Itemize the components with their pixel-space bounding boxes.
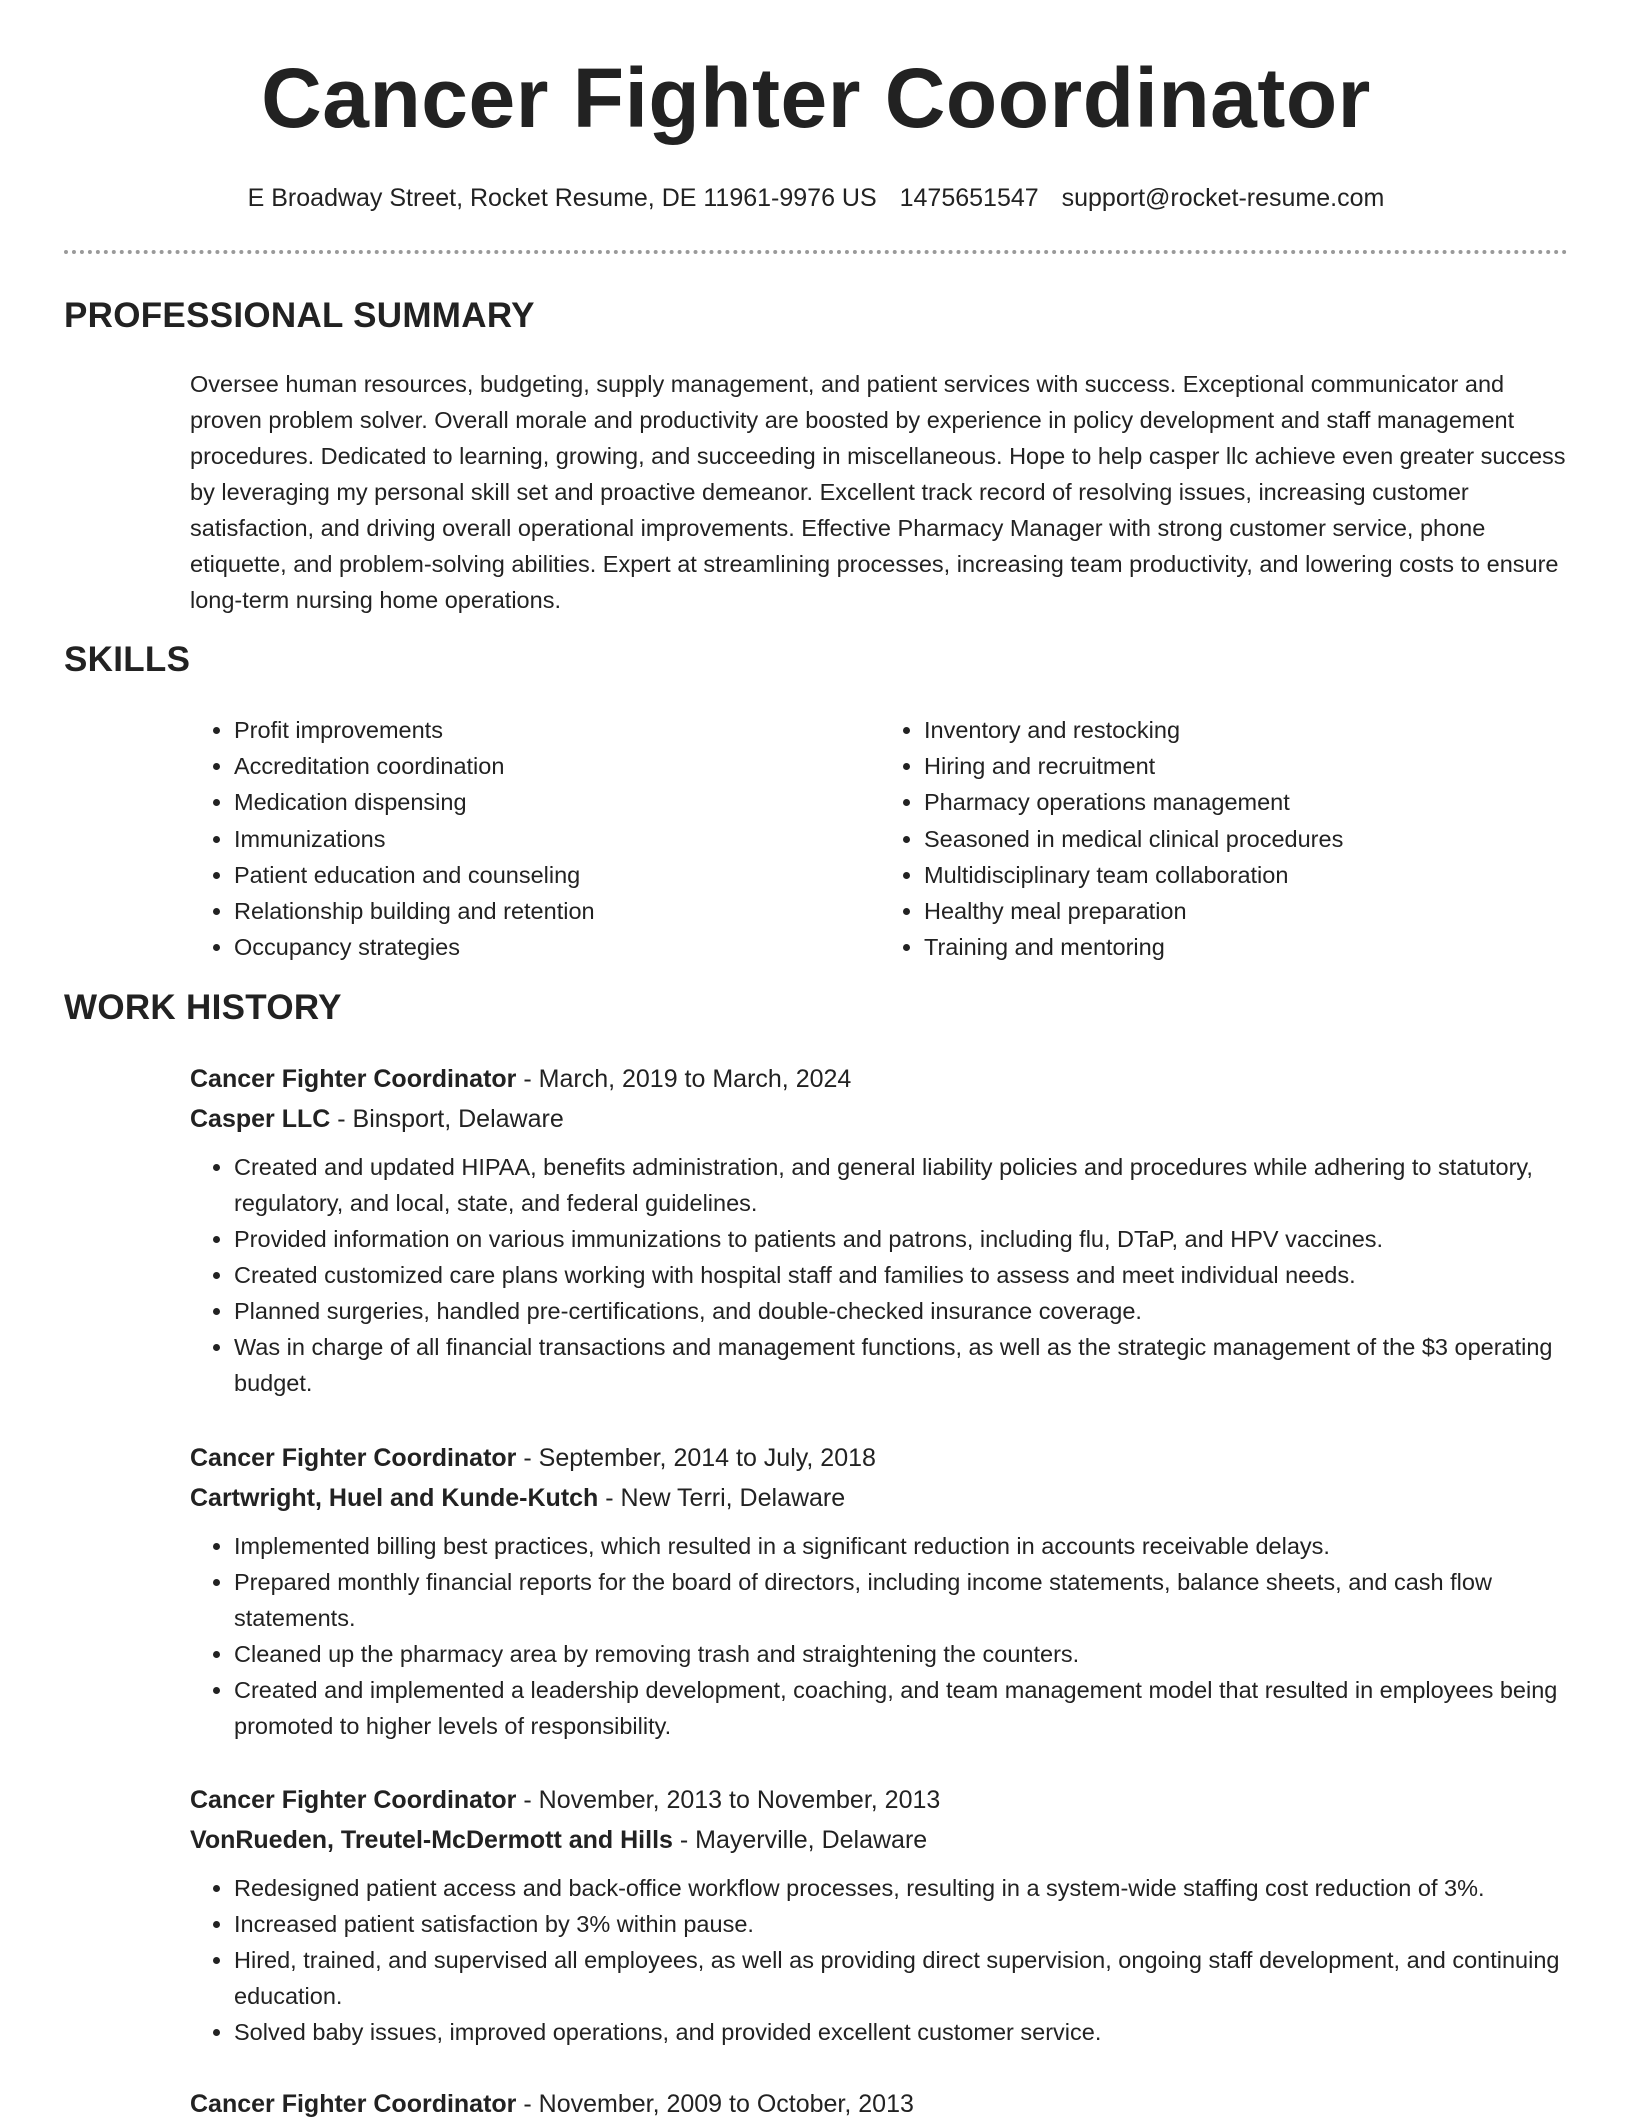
contact-address: E Broadway Street, Rocket Resume, DE 11961-9976 US <box>247 184 877 212</box>
job-company-line <box>190 1478 1570 1518</box>
skills-column-right <box>880 712 1570 965</box>
job-company-line <box>190 1099 1570 1139</box>
job-bullet: • Increased patient satisfaction by 3% within pause. <box>234 1906 1570 1942</box>
job-bullet: • Redesigned patient access and back-office workflow processes, resulting in a system-wide staffing cost reduction of 3%. <box>234 1870 1570 1906</box>
job-bullet: • Cleaned up the pharmacy area by removing trash and straightening the counters. <box>234 1636 1570 1672</box>
job-dates: - November, 2009 to October, 2013 <box>516 2090 914 2118</box>
skill-item: • Patient education and counseling <box>234 857 880 893</box>
skill-item: • Medication dispensing <box>234 784 880 820</box>
summary-text: Oversee human resources, budgeting, supply management, and patient services with success. Exceptional communicator and proven problem solver. Overall morale and productivity are boosted by experience in policy development and staff management procedures. Dedicated to learning, growing, and succeeding in miscellaneous. Hope to help casper llc achieve even greater success by leveraging my personal skill set and proactive demeanor. Excellent track record of resolving issues, increasing customer satisfaction, and driving overall operational improvements. Effective Pharmacy Manager with strong customer service, phone etiquette, and problem-solving abilities. Expert at streamlining processes, increasing team productivity, and lowering costs to ensure long-term nursing home operations. <box>190 371 1566 613</box>
job-bullet: • Created and implemented a leadership development, coaching, and team management model that resulted in employees being promoted to higher levels of responsibility. <box>234 1672 1570 1744</box>
job-bullet: • Planned surgeries, handled pre-certifications, and double-checked insurance coverage. <box>234 1293 1570 1329</box>
job-title-line <box>190 1059 1570 1099</box>
job-dates: - September, 2014 to July, 2018 <box>516 1444 876 1472</box>
job-location: - Mayerville, Delaware <box>672 1826 928 1854</box>
job-bullet: • Implemented billing best practices, which resulted in a significant reduction in accounts receivable delays. <box>234 1528 1570 1564</box>
job-bullets <box>190 1528 1570 1744</box>
job-role: Cancer Fighter Coordinator <box>190 2090 517 2118</box>
skill-item: • Inventory and restocking <box>924 712 1570 748</box>
skill-item: • Profit improvements <box>234 712 880 748</box>
skill-item: • Seasoned in medical clinical procedures <box>924 821 1570 857</box>
job-company: VonRueden, Treutel-McDermott and Hills <box>190 1826 673 1854</box>
skill-item: • Accreditation coordination <box>234 748 880 784</box>
skills-heading: SKILLS <box>64 640 191 679</box>
job-title-line <box>190 1438 1570 1478</box>
skill-item: • Immunizations <box>234 821 880 857</box>
job-bullet: • Hired, trained, and supervised all employees, as well as providing direct supervision, ongoing staff development, and continuing education. <box>234 1942 1570 2014</box>
skill-item: • Relationship building and retention <box>234 893 880 929</box>
job-title-line <box>190 2084 1570 2124</box>
skills-column-left <box>190 712 880 965</box>
skill-item: • Healthy meal preparation <box>924 893 1570 929</box>
job-company-line <box>190 1820 1570 1860</box>
job-dates: - November, 2013 to November, 2013 <box>516 1786 941 1814</box>
job-role: Cancer Fighter Coordinator <box>190 1065 517 1093</box>
job-bullet: • Was in charge of all financial transactions and management functions, as well as the strategic management of the $3 operating budget. <box>234 1329 1570 1401</box>
job-entry <box>190 1438 1570 1744</box>
skill-item: • Occupancy strategies <box>234 929 880 965</box>
job-bullet: • Created customized care plans working with hospital staff and families to assess and meet individual needs. <box>234 1257 1570 1293</box>
job-bullet: • Provided information on various immunizations to patients and patrons, including flu, DTaP, and HPV vaccines. <box>234 1221 1570 1257</box>
contact-email: support@rocket-resume.com <box>1061 184 1385 212</box>
job-company: Casper LLC <box>190 1105 331 1133</box>
job-bullet: • Solved baby issues, improved operations, and provided excellent customer service. <box>234 2014 1570 2050</box>
job-dates: - March, 2019 to March, 2024 <box>516 1065 852 1093</box>
job-location: - New Terri, Delaware <box>598 1484 846 1512</box>
job-company: Cartwright, Huel and Kunde-Kutch <box>190 1484 599 1512</box>
skills-list <box>190 712 1570 965</box>
job-role: Cancer Fighter Coordinator <box>190 1786 517 1814</box>
skill-item: • Training and mentoring <box>924 929 1570 965</box>
job-title-line <box>190 1780 1570 1820</box>
job-entry <box>190 1059 1570 1401</box>
job-entry <box>190 2084 1570 2124</box>
job-entry <box>190 1780 1570 2050</box>
work-history-heading: WORK HISTORY <box>64 988 342 1027</box>
job-role: Cancer Fighter Coordinator <box>190 1444 517 1472</box>
contact-phone: 1475651547 <box>899 184 1039 212</box>
job-bullet: • Prepared monthly financial reports for the board of directors, including income statements, balance sheets, and cash flow statements. <box>234 1564 1570 1636</box>
job-bullets <box>190 1149 1570 1401</box>
summary-heading: PROFESSIONAL SUMMARY <box>64 296 535 335</box>
job-location: - Binsport, Delaware <box>330 1105 564 1133</box>
resume-name: Cancer Fighter Coordinator <box>261 51 1371 145</box>
contact-line <box>64 182 1568 214</box>
skill-item: • Pharmacy operations management <box>924 784 1570 820</box>
skill-item: • Hiring and recruitment <box>924 748 1570 784</box>
header-divider <box>64 250 1568 254</box>
job-bullets <box>190 1870 1570 2050</box>
job-bullet: • Created and updated HIPAA, benefits administration, and general liability policies and procedures while adhering to statutory, regulatory, and local, state, and federal guidelines. <box>234 1149 1570 1221</box>
skill-item: • Multidisciplinary team collaboration <box>924 857 1570 893</box>
